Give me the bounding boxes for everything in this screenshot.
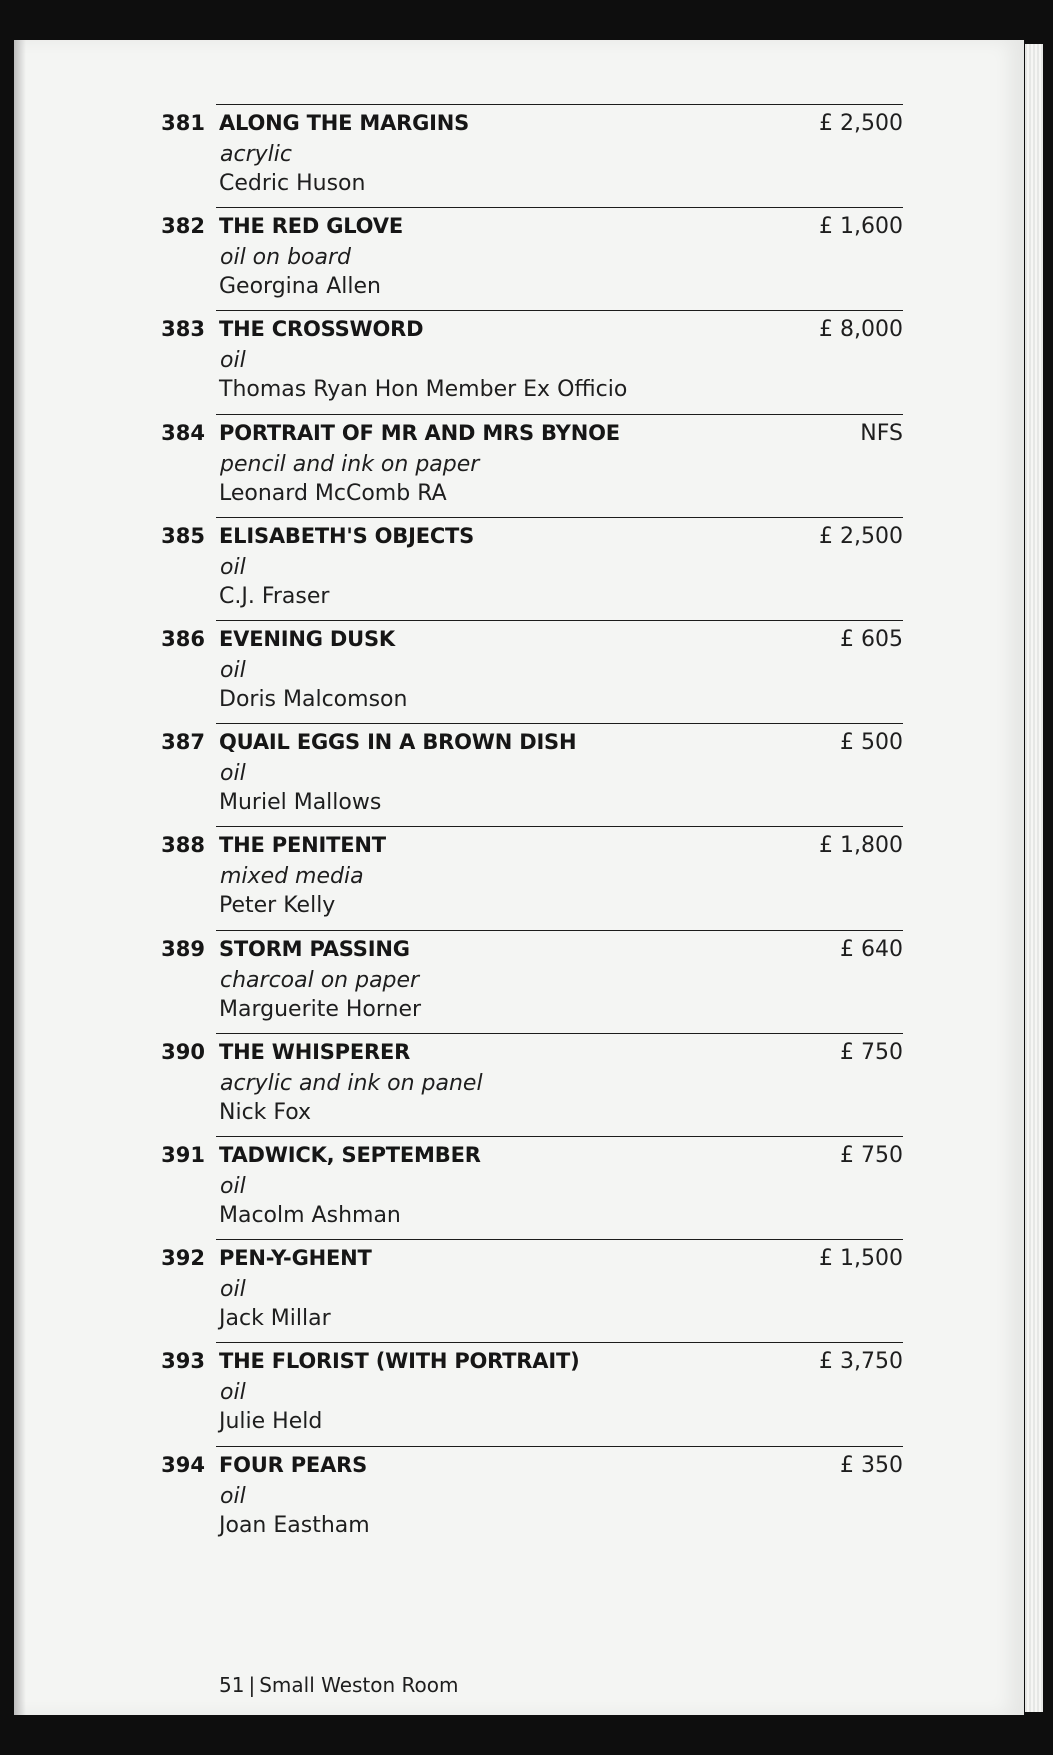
catalogue-entry	[0, 523, 1053, 626]
entry-divider	[216, 1239, 903, 1240]
entry-divider	[216, 1033, 903, 1034]
entry-price: £ 1,600	[819, 214, 903, 240]
entry-divider	[216, 1136, 903, 1137]
entry-title: PEN-Y-GHENT	[219, 1246, 372, 1271]
catalogue-entry	[0, 936, 1053, 1039]
entry-medium: oil on board	[220, 245, 351, 271]
page-number: 51	[219, 1673, 245, 1697]
entry-number: 393	[161, 1349, 205, 1374]
entry-number: 389	[161, 936, 205, 961]
catalogue-entry	[0, 1145, 1053, 1245]
entry-artist: Nick Fox	[219, 1099, 312, 1125]
entry-price: £ 640	[840, 936, 903, 962]
entry-title: THE FLORIST (WITH PORTRAIT)	[219, 1349, 580, 1374]
entry-number: 390	[161, 1039, 205, 1064]
entry-number: 386	[161, 627, 205, 651]
entry-title: FOUR PEARS	[219, 1452, 368, 1477]
entry-divider	[216, 104, 903, 105]
entry-medium: oil	[220, 658, 246, 683]
entry-price: £ 350	[840, 1452, 903, 1478]
entry-divider	[216, 310, 903, 311]
entry-number: 394	[161, 1452, 205, 1477]
entry-artist: Peter Kelly	[219, 893, 336, 919]
entry-medium: oil	[220, 761, 246, 787]
entry-medium: oil	[220, 1483, 246, 1509]
entry-divider	[216, 1446, 903, 1447]
entry-price: £ 8,000	[819, 317, 903, 343]
entry-number: 391	[161, 1143, 205, 1167]
entry-title: STORM PASSING	[219, 936, 410, 961]
entry-title: QUAIL EGGS IN A BROWN DISH	[219, 730, 577, 755]
entry-title: PORTRAIT OF MR AND MRS BYNOE	[219, 420, 620, 445]
catalogue-entry	[0, 1039, 1053, 1142]
catalogue-entry	[0, 1452, 1053, 1555]
entry-artist: Muriel Mallows	[219, 790, 382, 816]
catalogue-entry	[0, 420, 1053, 523]
entry-medium: charcoal on paper	[220, 967, 420, 993]
entry-divider	[216, 1342, 903, 1343]
entry-price: £ 500	[840, 730, 903, 756]
catalogue-entry	[0, 835, 1053, 935]
entry-number: 384	[161, 420, 205, 445]
entry-artist: Georgina Allen	[219, 274, 381, 300]
entry-artist: Jack Millar	[219, 1306, 331, 1332]
entry-price: £ 2,500	[819, 523, 903, 549]
entry-medium: oil	[220, 348, 246, 374]
entry-medium: oil	[220, 1380, 246, 1406]
entry-price: £ 3,750	[819, 1349, 903, 1375]
section-name: Small Weston Room	[259, 1673, 459, 1697]
entry-price: £ 750	[840, 1143, 903, 1168]
entry-number: 387	[161, 730, 205, 755]
entry-title: THE WHISPERER	[219, 1039, 411, 1064]
entry-number: 388	[161, 833, 205, 858]
entry-divider	[216, 620, 903, 621]
catalogue-entry	[0, 1248, 1053, 1348]
entry-divider	[216, 207, 903, 208]
entry-price: NFS	[860, 420, 903, 446]
entry-price: £ 2,500	[819, 111, 903, 136]
entry-title: THE CROSSWORD	[219, 317, 424, 342]
entry-price: £ 1,800	[819, 833, 903, 859]
footer-separator: |	[248, 1673, 256, 1697]
entry-number: 385	[161, 523, 205, 548]
entry-medium: oil	[220, 1277, 246, 1303]
entry-medium: pencil and ink on paper	[220, 451, 480, 477]
catalogue-entry	[0, 1351, 1053, 1451]
entry-divider	[216, 723, 903, 724]
entry-medium: oil	[220, 554, 246, 580]
entry-price: £ 1,500	[819, 1246, 903, 1272]
entry-artist: Julie Held	[219, 1409, 323, 1435]
entry-divider	[216, 414, 903, 415]
entry-title: THE RED GLOVE	[219, 214, 403, 239]
entry-title: EVENING DUSK	[219, 627, 395, 651]
entry-artist: Thomas Ryan Hon Member Ex Officio	[219, 377, 628, 403]
entry-divider	[216, 826, 903, 827]
entry-artist: Macolm Ashman	[219, 1203, 401, 1228]
entry-artist: Cedric Huson	[219, 171, 366, 196]
entry-title: TADWICK, SEPTEMBER	[219, 1143, 481, 1167]
entry-number: 382	[161, 214, 205, 239]
catalogue-entry	[0, 216, 1053, 316]
entry-divider	[216, 517, 903, 518]
entry-artist: Doris Malcomson	[219, 687, 408, 712]
entry-price: £ 605	[840, 627, 903, 652]
page-footer	[219, 1673, 459, 1697]
catalogue-entry	[0, 113, 1053, 213]
entry-artist: Leonard McComb RA	[219, 480, 447, 506]
entry-medium: acrylic	[220, 142, 292, 167]
entry-artist: C.J. Fraser	[219, 583, 330, 609]
entry-title: THE PENITENT	[219, 833, 386, 858]
entry-number: 381	[161, 111, 205, 135]
catalogue-entry	[0, 732, 1053, 832]
entry-title: ALONG THE MARGINS	[219, 111, 470, 135]
entry-medium: mixed media	[220, 864, 364, 890]
entry-artist: Marguerite Horner	[219, 996, 422, 1022]
catalogue-entry	[0, 629, 1053, 729]
entry-artist: Joan Eastham	[219, 1512, 370, 1538]
entry-medium: oil	[220, 1174, 246, 1199]
entry-title: ELISABETH'S OBJECTS	[219, 523, 475, 548]
entry-number: 392	[161, 1246, 205, 1271]
entry-number: 383	[161, 317, 205, 342]
catalogue-entry	[0, 319, 1053, 419]
entry-price: £ 750	[840, 1039, 903, 1065]
entry-medium: acrylic and ink on panel	[220, 1070, 483, 1096]
entry-divider	[216, 930, 903, 931]
